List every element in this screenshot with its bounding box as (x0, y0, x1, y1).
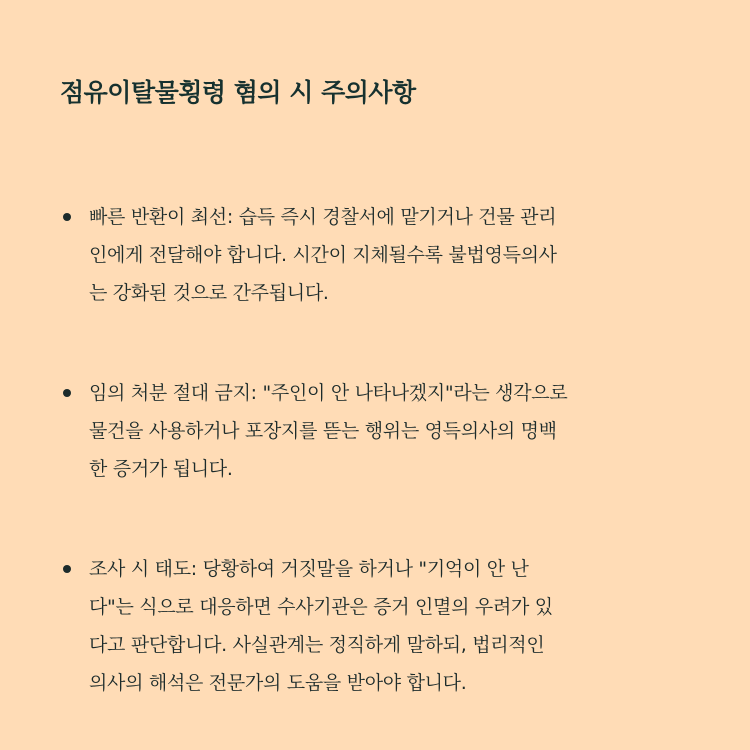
item-text-line: 임의 처분 절대 금지: "주인이 안 나타나겠지"라는 생각으로 (89, 382, 568, 404)
item-text-line: 한 증거가 됩니다. (89, 458, 233, 480)
item-text-line: 다"는 식으로 대응하면 수사기관은 증거 인멸의 우려가 있 (89, 596, 553, 618)
item-text-line: 빠른 반환이 최선: 습득 즉시 경찰서에 맡기거나 건물 관리 (89, 206, 557, 228)
item-text-line: 조사 시 태도: 당황하여 거짓말을 하거나 "기억이 안 난 (89, 558, 529, 580)
list-item (60, 374, 700, 488)
bullet-icon (63, 389, 71, 397)
bullet-icon (63, 213, 71, 221)
list-item (60, 550, 700, 702)
list-item (60, 198, 700, 312)
item-text-line: 물건을 사용하거나 포장지를 뜯는 행위는 영득의사의 명백 (89, 420, 557, 442)
bullet-icon (63, 565, 71, 573)
page-title: 점유이탈물횡령 혐의 시 주의사항 (60, 78, 416, 107)
item-text-line: 의사의 해석은 전문가의 도움을 받아야 합니다. (89, 672, 467, 694)
precaution-list (60, 198, 700, 702)
item-text-line: 는 강화된 것으로 간주됩니다. (89, 282, 329, 304)
item-text-line: 다고 판단합니다. 사실관계는 정직하게 말하되, 법리적인 (89, 634, 545, 656)
item-text-line: 인에게 전달해야 합니다. 시간이 지체될수록 불법영득의사 (89, 244, 557, 266)
